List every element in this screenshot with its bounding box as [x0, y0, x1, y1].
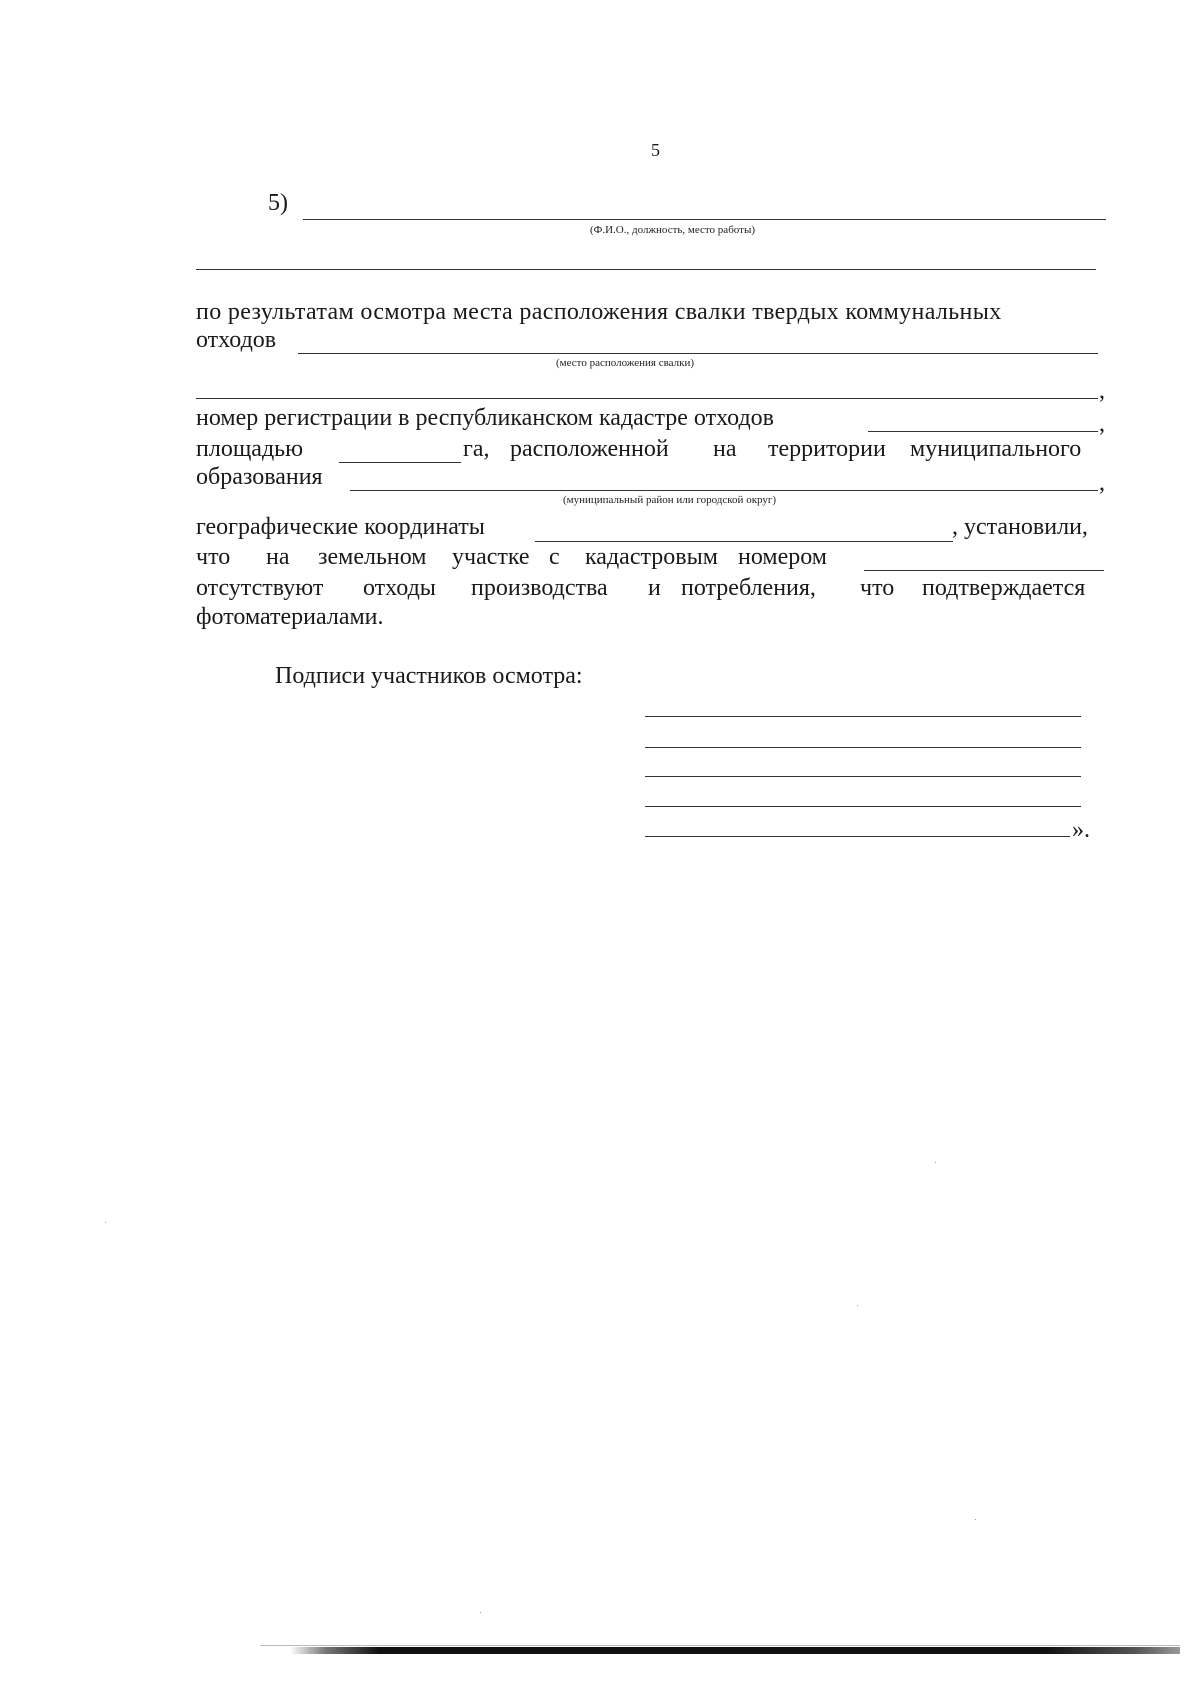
absence-word-7: подтверждается — [922, 575, 1086, 601]
caption-municipality: (муниципальный район или городской округ) — [563, 494, 777, 506]
absence-word-4: и — [648, 575, 661, 601]
area-word-municipal: муниципального — [910, 436, 1082, 462]
comma-municipality: , — [1099, 470, 1105, 496]
cadastral-word-3: земельном — [318, 544, 427, 570]
cadastral-blank-line — [864, 570, 1104, 571]
person-continuation-line — [196, 269, 1096, 270]
photo-materials-text: фотоматериалами. — [196, 604, 384, 630]
coordinates-label: географические координаты — [196, 514, 485, 540]
absence-word-5: потребления, — [681, 575, 816, 601]
scan-speck — [105, 1222, 106, 1223]
scan-speck — [935, 1162, 936, 1163]
cadastral-word-2: на — [266, 544, 290, 570]
paragraph-line-results: по результатам осмотра места расположения свалки твердых коммунальных — [196, 299, 1002, 325]
registration-blank-line — [868, 431, 1098, 432]
coordinates-blank-line — [535, 541, 953, 542]
municipality-blank-line — [350, 490, 1098, 491]
cadastral-word-1: что — [196, 544, 231, 570]
registration-label: номер регистрации в республиканском кадастре отходов — [196, 405, 775, 431]
absence-word-6: что — [860, 575, 895, 601]
location-continuation-line — [196, 398, 1098, 399]
location-blank-line — [298, 353, 1098, 354]
waste-label: отходов — [196, 327, 277, 353]
page-number: 5 — [651, 140, 660, 160]
area-word-located: расположенной — [510, 436, 669, 462]
scan-speck — [480, 1612, 481, 1613]
scan-edge-bar — [290, 1647, 1180, 1654]
municipality-label: образования — [196, 464, 323, 490]
signature-line-5 — [645, 836, 1070, 837]
absence-word-3: производства — [471, 575, 608, 601]
cadastral-word-7: номером — [738, 544, 827, 570]
cadastral-word-5: с — [549, 544, 560, 570]
area-word-on: на — [713, 436, 737, 462]
area-blank-line — [339, 462, 461, 463]
person-blank-line — [303, 219, 1106, 220]
established-text: , установили, — [952, 514, 1088, 540]
signature-line-4 — [645, 806, 1081, 807]
area-label: площадью — [196, 436, 304, 462]
scan-speck — [975, 1519, 976, 1520]
cadastral-word-4: участке — [452, 544, 530, 570]
scan-edge-line — [260, 1645, 1180, 1646]
closing-quote: ». — [1072, 817, 1090, 843]
area-word-territory: территории — [768, 436, 886, 462]
comma-registration: , — [1099, 411, 1105, 437]
item-marker: 5) — [268, 190, 288, 216]
scan-speck — [857, 1305, 858, 1306]
signature-line-1 — [645, 716, 1081, 717]
caption-location: (место расположения свалки) — [556, 357, 695, 369]
signature-line-2 — [645, 747, 1081, 748]
area-unit: га, — [463, 436, 490, 462]
cadastral-word-6: кадастровым — [585, 544, 718, 570]
signatures-heading: Подписи участников осмотра: — [275, 663, 583, 689]
absence-word-2: отходы — [363, 575, 436, 601]
absence-word-1: отсутствуют — [196, 575, 324, 601]
signature-line-3 — [645, 776, 1081, 777]
caption-person: (Ф.И.О., должность, место работы) — [590, 224, 756, 236]
comma-location: , — [1099, 378, 1105, 404]
